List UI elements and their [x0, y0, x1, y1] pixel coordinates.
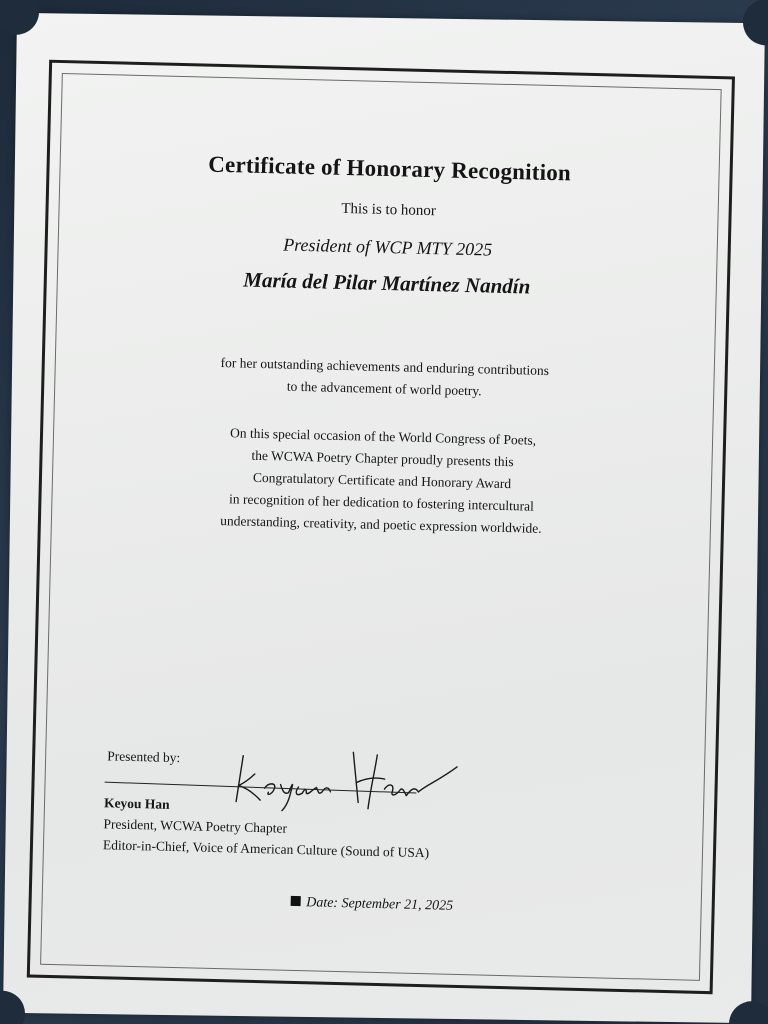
- occasion-paragraph: [41, 418, 723, 545]
- signer-title: President, WCWA Poetry Chapter: [103, 816, 288, 836]
- certificate-border: [27, 60, 735, 994]
- recipient-role: President of WCP MTY 2025: [282, 234, 493, 260]
- recipient-name: María del Pilar Martínez Nandín: [243, 267, 531, 299]
- square-bullet-icon: [290, 896, 300, 906]
- paragraph-line: Congratulatory Certificate and Honorary Award: [252, 469, 512, 492]
- paragraph-line: understanding, creativity, and poetic expression worldwide.: [220, 513, 542, 536]
- corner-cut: [743, 0, 768, 46]
- certificate-paper: [3, 13, 765, 1023]
- paragraph-line: to the advancement of world poetry.: [286, 378, 482, 399]
- certificate-title: Certificate of Honorary Recognition: [207, 151, 572, 186]
- signer-title: Editor-in-Chief, Voice of American Culture (Sound of USA): [102, 837, 430, 861]
- presented-by-label: Presented by:: [107, 748, 181, 766]
- certificate-date: [32, 889, 712, 922]
- honor-line: This is to honor: [341, 200, 437, 220]
- corner-cut: [0, 990, 25, 1024]
- paragraph-line: On this special occasion of the World Congress of Poets,: [229, 425, 537, 448]
- date-text: Date: September 21, 2025: [306, 895, 454, 914]
- achievement-paragraph: [44, 348, 725, 409]
- corner-cut: [729, 1001, 768, 1024]
- paragraph-line: for her outstanding achievements and enduring contributions: [220, 354, 550, 379]
- signer-block: [103, 792, 431, 863]
- corner-cut: [0, 0, 39, 35]
- certificate-content: [30, 63, 732, 991]
- signer-name: Keyou Han: [103, 795, 170, 812]
- paragraph-line: in recognition of her dedication to fostering intercultural: [228, 491, 535, 514]
- paragraph-line: the WCWA Poetry Chapter proudly presents this: [251, 447, 514, 470]
